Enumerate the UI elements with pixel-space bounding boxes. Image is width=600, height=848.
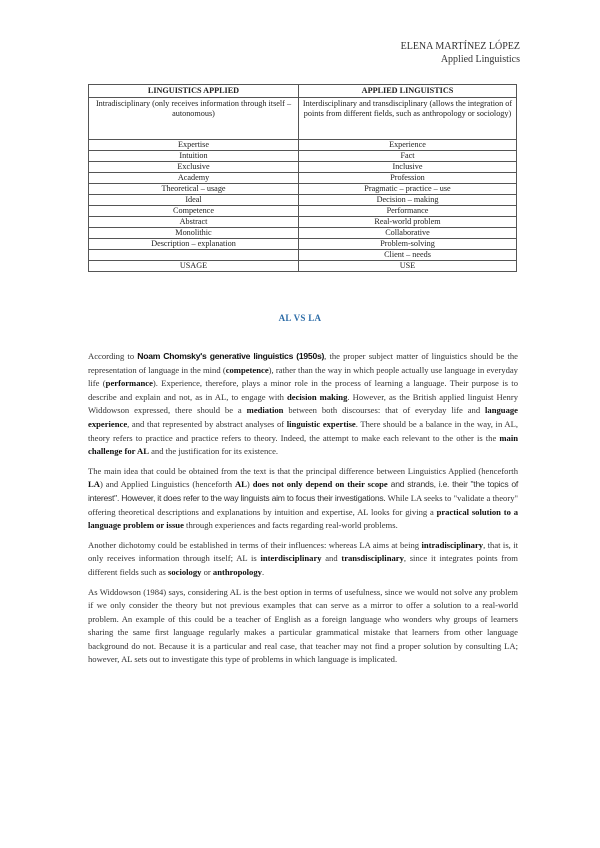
table-cell: Collaborative [299, 228, 517, 239]
table-cell: Description – explanation [89, 239, 299, 250]
table-row [89, 206, 517, 217]
text-run: According to [88, 351, 138, 361]
text-run: ), rather than the way in which people actually use language in everyday life ( [88, 364, 518, 389]
body-text [88, 350, 518, 673]
bold-term: main challenge for AL [88, 432, 518, 457]
subject-name: Applied Linguistics [440, 54, 520, 65]
table-cell: Decision – making [299, 195, 517, 206]
table-cell: Competence [89, 206, 299, 217]
bold-term: language experience [88, 405, 518, 429]
bold-term: AL [234, 479, 247, 490]
table-row [89, 239, 517, 250]
text-run: . [261, 566, 265, 577]
table-cell: Interdisciplinary and transdisciplinary (allows the integration of points from different fields, such as anthropology or sociology) [299, 98, 517, 140]
column-header-applied-linguistics: APPLIED LINGUISTICS [299, 85, 517, 98]
table-cell: Inclusive [299, 162, 517, 173]
table-cell: Abstract [89, 217, 299, 228]
bold-term: does not only depend on their scope [252, 479, 388, 490]
text-run: , since it integrates points from different fields such as [88, 553, 518, 577]
text-run: and strands, i.e. their "the topics of interest". However, it does refer to the way linguists aim to focus their investigations [88, 479, 518, 503]
bold-term: interdisciplinary [260, 553, 322, 564]
table-row [89, 261, 517, 272]
table-row [89, 184, 517, 195]
text-run: and [321, 553, 342, 564]
bold-term: transdisciplinary [341, 553, 404, 564]
text-run: , the proper subject matter of linguistics should be the representation of language in the mind ( [88, 351, 518, 375]
text-run: . While LA seeks to "validate a theory" offering theoretical descriptions and explanations by intuition and expertise, AL looks for giving a [88, 492, 519, 517]
table-cell: Intuition [89, 151, 299, 162]
text-run: or [201, 566, 213, 577]
bold-term: anthropology [212, 566, 262, 577]
table-cell: Ideal [89, 195, 299, 206]
table-cell: Academy [89, 173, 299, 184]
table-row [89, 173, 517, 184]
text-run: and the justification for its existence. [148, 446, 279, 457]
table-cell: Theoretical – usage [89, 184, 299, 195]
table-row-intro [89, 98, 517, 140]
text-run: ). Experience, therefore, plays a minor role in the process of learning a language. Their purpose is to describe and explain and not, as in AL, to engage with [88, 378, 518, 402]
text-run: between both discourses: that of everyday life and [283, 405, 486, 416]
table-cell: Real-world problem [299, 217, 517, 228]
table-row [89, 162, 517, 173]
table-cell: Intradisciplinary (only receives information through itself – autonomous) [89, 98, 299, 140]
text-run: , that is, it only receives information through itself; AL is [88, 539, 518, 564]
paragraph-3 [88, 539, 518, 580]
table-header-row [89, 85, 517, 98]
text-run: . However, as the British applied linguist Henry Widdowson expressed, there should be a [88, 391, 518, 416]
table-cell: Profession [299, 173, 517, 184]
table-cell: Monolithic [89, 228, 299, 239]
table-cell: USE [299, 261, 517, 272]
bold-term: sociology [168, 566, 202, 577]
table-row [89, 217, 517, 228]
bold-term: competence [225, 364, 269, 375]
text-run: ) [246, 479, 253, 490]
bold-term: mediation [246, 405, 284, 416]
text-run: through experiences and facts regarding real-world problems. [183, 520, 398, 531]
bold-term: practical solution to a language problem or issue [88, 506, 518, 531]
table-cell: USAGE [89, 261, 299, 272]
bold-term: linguistic expertise [286, 418, 356, 429]
table-row [89, 228, 517, 239]
column-header-linguistics-applied: LINGUISTICS APPLIED [89, 85, 299, 98]
text-run: , and that represented by abstract analyses of [127, 418, 287, 429]
table-cell: Performance [299, 206, 517, 217]
table-cell: Fact [299, 151, 517, 162]
paragraph-1 [88, 350, 518, 459]
text-run: The main idea that could be obtained from the text is that the principal difference between Linguistics Applied (henceforth [88, 465, 518, 476]
author-name: ELENA MARTÍNEZ LÓPEZ [400, 41, 520, 52]
text-run: Another dichotomy could be established in terms of their influences: whereas LA aims at being [88, 539, 422, 550]
table-cell: Pragmatic – practice – use [299, 184, 517, 195]
paragraph-2 [88, 465, 518, 533]
table-cell: Client – needs [299, 250, 517, 261]
page-header [401, 40, 520, 66]
comparison-table [88, 84, 517, 272]
table-cell: Expertise [89, 140, 299, 151]
bold-term: LA [88, 479, 100, 490]
table-cell: Exclusive [89, 162, 299, 173]
table-row [89, 140, 517, 151]
bold-term: decision making [287, 391, 348, 402]
paragraph-4: As Widdowson (1984) says, considering AL is the best option in terms of usefulness, since we would not solve any problem if we only consider the theory but not previous examples that can serve as a mirror to offer a solution to a real-world problem. An example of this could be a teacher of English as a foreign language who wonders why groups of learners sharing the same first language regularly makes a particular grammatical mistake that learners from other language background do not. Because it is a particular and real case, that teacher may not find a proper solution by consulting LA; however, AL sets out to investigate this type of problems in which language is implicated. [88, 586, 518, 665]
table-cell: Experience [299, 140, 517, 151]
bold-term: performance [105, 378, 153, 389]
table-cell: Problem-solving [299, 239, 517, 250]
bold-term: Noam Chomsky's generative linguistics (1950s) [137, 351, 325, 361]
text-run: . There should be a balance in the way, in AL, theory refers to practice and practice refers to theory. Indeed, the attempt to make each relevant to the other is the [88, 418, 518, 443]
table-row [89, 195, 517, 206]
bold-term: intradisciplinary [421, 539, 484, 550]
table-row [89, 250, 517, 261]
section-title: AL VS LA [278, 313, 322, 323]
table-row [89, 151, 517, 162]
table-cell [89, 250, 299, 261]
text-run: ) and Applied Linguistics (henceforth [99, 479, 235, 490]
